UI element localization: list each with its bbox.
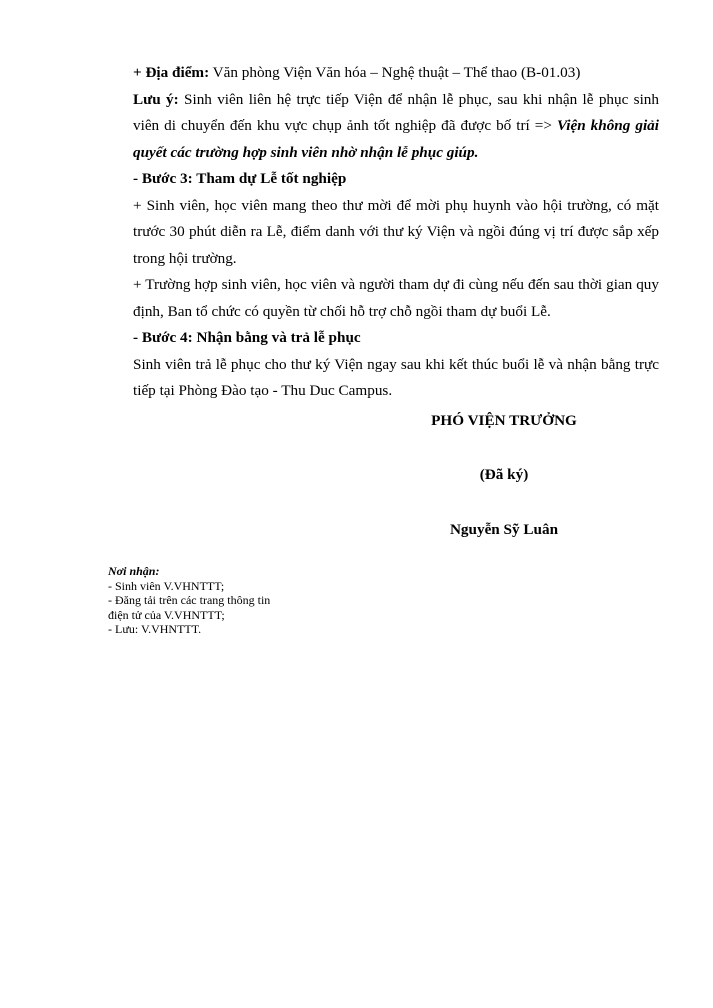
recipient-item: - Đăng tải trên các trang thông tin: [108, 593, 271, 608]
step3-paragraph2-line1: + Trường hợp sinh viên, học viên và người tham dự đi cùng nếu đến sau thời gian quy: [133, 276, 659, 293]
recipient-item: - Sinh viên V.VHNTTT;: [108, 578, 225, 593]
recipients-title: Nơi nhận:: [108, 564, 160, 578]
step4-line2: tiếp tại Phòng Đào tạo - Thu Duc Campus.: [133, 382, 393, 399]
step4-heading: - Bước 4: Nhận bằng và trả lễ phục: [133, 329, 361, 346]
signer-name: Nguyễn Sỹ Luân: [449, 521, 559, 538]
note-line-3: [133, 140, 659, 167]
note-line-2: [133, 113, 659, 140]
note-label: Lưu ý:: [133, 90, 179, 108]
note-emphasis-1: Viện không giải: [556, 117, 659, 134]
note-text-2: viên di chuyển đến khu vực chụp ảnh tốt nghiệp đã được bố trí =>: [133, 117, 557, 134]
step4-line1: Sinh viên trả lễ phục cho thư ký Viện ngay sau khi kết thúc buổi lễ và nhận bằng trực: [133, 355, 659, 373]
step3-paragraph2-line2: định, Ban tổ chức có quyền từ chối hỗ trợ chỗ ngồi tham dự buổi Lễ.: [133, 302, 551, 320]
location-label: + Địa điểm:: [133, 64, 210, 81]
signed-mark: (Đã ký): [479, 466, 529, 483]
step3-heading: - Bước 3: Tham dự Lễ tốt nghiệp: [133, 170, 347, 187]
recipients-block: [108, 564, 270, 637]
signer-position: PHÓ VIỆN TRƯỞNG: [431, 412, 577, 429]
step3-paragraph1-line3: trong hội trường.: [133, 249, 237, 267]
location-line: [133, 60, 659, 87]
note-line-1: [133, 87, 659, 114]
step3-paragraph1-line2: trước 30 phút diễn ra Lễ, điểm danh với thư ký Viện và ngồi đúng vị trí được sắp xếp: [133, 223, 659, 240]
document-body: [133, 60, 659, 405]
note-emphasis-2: quyết các trường hợp sinh viên nhờ nhận lễ phục giúp.: [133, 143, 479, 161]
location-text: Văn phòng Viện Văn hóa – Nghệ thuật – Thể thao (B-01.03): [209, 64, 581, 81]
recipient-item: - Lưu: V.VHNTTT.: [108, 622, 202, 637]
note-text-1: Sinh viên liên hệ trực tiếp Viện để nhận lễ phục, sau khi nhận lễ phục sinh: [178, 90, 659, 108]
step3-paragraph1-line1: + Sinh viên, học viên mang theo thư mời để mời phụ huynh vào hội trường, có mặt: [133, 196, 659, 214]
recipient-item: điện tử của V.VHNTTT;: [108, 607, 225, 622]
